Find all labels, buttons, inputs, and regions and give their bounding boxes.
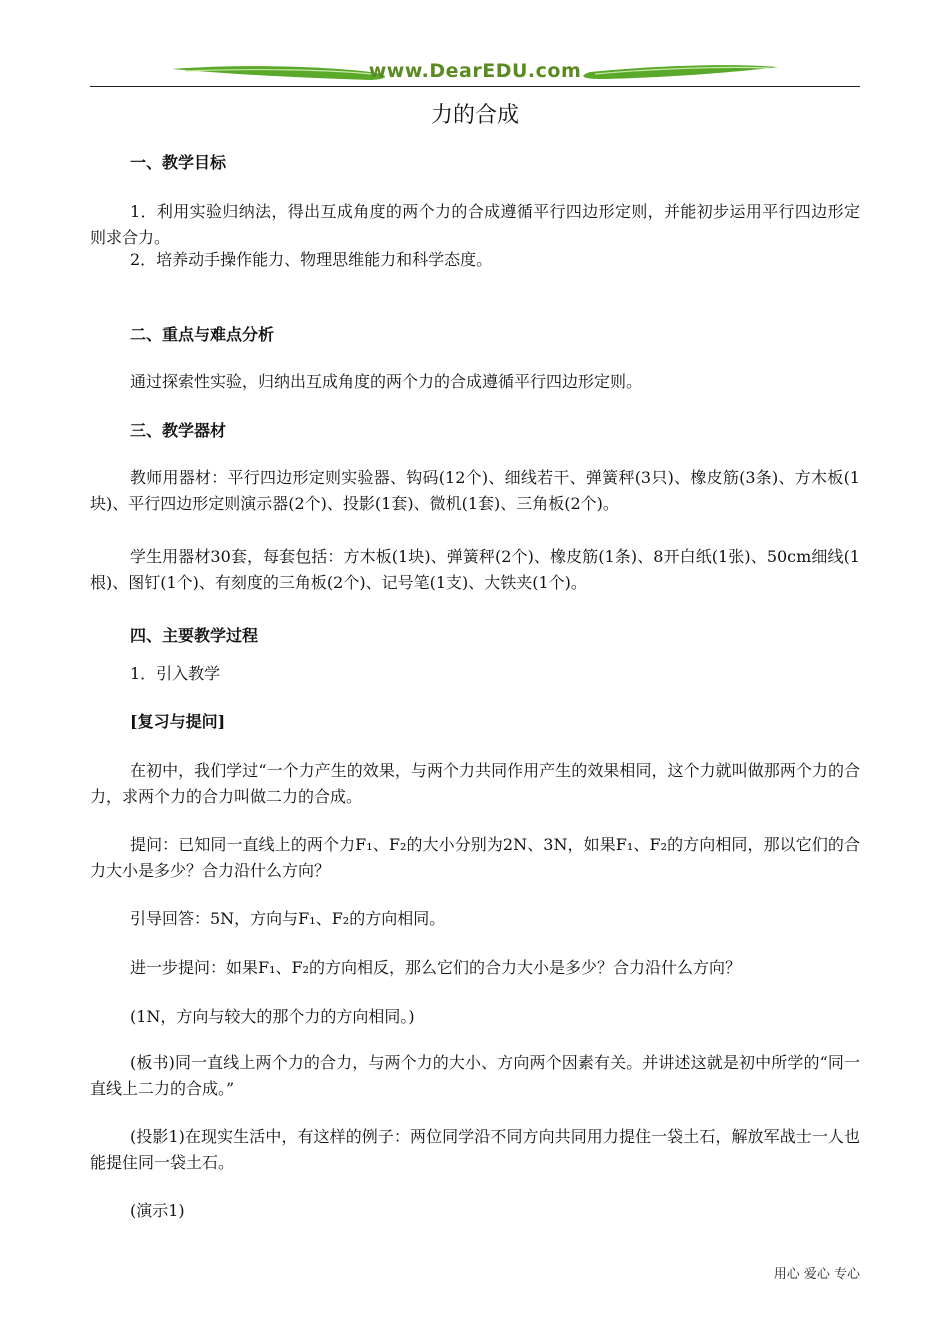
section-heading: 三、教学器材 <box>130 421 227 440</box>
paragraph: 2．培养动手操作能力、物理思维能力和科学态度。 <box>130 250 493 269</box>
site-name: www.DearEDU.com <box>368 60 582 82</box>
paragraph: 通过探索性实验，归纳出互成角度的两个力的合成遵循平行四边形定则。 <box>130 372 643 391</box>
paragraph: 1．引入教学 <box>130 664 221 683</box>
page-footer: 用心 爱心 专心 <box>773 1267 860 1282</box>
paragraph: 进一步提问：如果F₁、F₂的方向相反，那么它们的合力大小是多少？合力沿什么方向？ <box>130 958 742 977</box>
section-heading: 一、教学目标 <box>130 153 227 172</box>
section-heading: 四、主要教学过程 <box>130 626 259 645</box>
header-divider <box>90 86 860 87</box>
paragraph: 学生用器材30套，每套包括：方木板(1块)、弹簧秤(2个)、橡皮筋(1条)、8开白纸(1张)、50cm细线(1根)、图钉(1个)、有刻度的三角板(2个)、记号笔(1支)、大铁夹(1个)。 <box>90 547 860 592</box>
section-heading: 二、重点与难点分析 <box>130 325 275 344</box>
paragraph: 教师用器材：平行四边形定则实验器、钩码(12个)、细线若干、弹簧秤(3只)、橡皮筋(3条)、方木板(1块)、平行四边形定则演示器(2个)、投影(1套)、微机(1套)、三角板(2个)。 <box>90 468 860 513</box>
paragraph: 1．利用实验归纳法，得出互成角度的两个力的合成遵循平行四边形定则，并能初步运用平行四边形定则求合力。 <box>90 202 860 247</box>
section-heading: [复习与提问] <box>130 712 226 731</box>
document-title: 力的合成 <box>430 103 519 128</box>
paragraph: (1N，方向与较大的那个力的方向相同。) <box>130 1007 415 1026</box>
paragraph: 在初中，我们学过“一个力产生的效果，与两个力共同作用产生的效果相同，这个力就叫做那两个力的合力，求两个力的合力叫做二力的合成。 <box>90 761 860 806</box>
paragraph: 提问：已知同一直线上的两个力F₁、F₂的大小分别为2N、3N，如果F₁、F₂的方向相同，那以它们的合力大小是多少？合力沿什么方向？ <box>90 835 860 880</box>
paragraph: 引导回答：5N，方向与F₁、F₂的方向相同。 <box>130 909 446 928</box>
paragraph: (板书)同一直线上两个力的合力，与两个力的大小、方向两个因素有关。并讲述这就是初中所学的“同一直线上二力的合成。” <box>90 1053 860 1098</box>
paragraph: (演示1) <box>130 1201 185 1220</box>
paragraph: (投影1)在现实生活中，有这样的例子：两位同学沿不同方向共同用力提住一袋土石，解放军战士一人也能提住同一袋土石。 <box>90 1127 860 1172</box>
